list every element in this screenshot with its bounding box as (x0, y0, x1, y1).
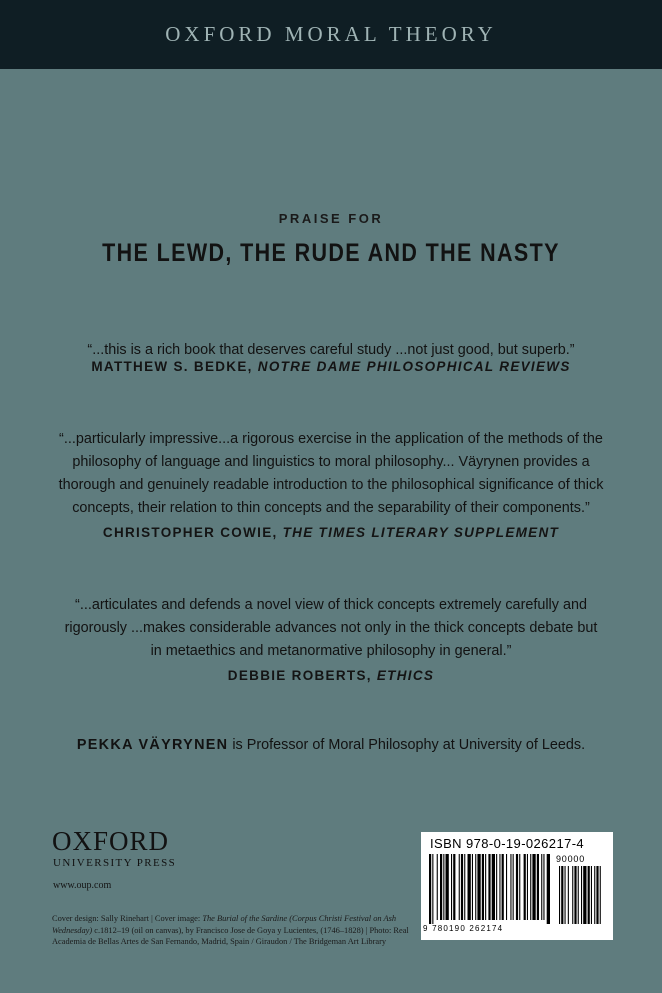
barcode-bar (446, 854, 449, 920)
barcode-addon-bar (578, 866, 579, 924)
barcode-bar (547, 854, 550, 924)
barcode-bar (541, 854, 542, 920)
barcode-bar (510, 854, 511, 920)
barcode-bar (451, 854, 452, 920)
author-bio (0, 737, 662, 753)
barcode-bar (537, 854, 539, 920)
attribution-3-source: ETHICS (376, 668, 435, 683)
attribution-1-name: MATTHEW S. BEDKE, (91, 359, 258, 374)
credits-painting-title: The Burial of the Sardine (Corpus Christi Festival on Ash Wednesday) (52, 914, 397, 935)
attribution-3 (0, 668, 662, 683)
barcode-bar (502, 854, 504, 920)
cover-credits (52, 913, 412, 948)
barcode-addon-bar (572, 866, 573, 924)
barcode-bar (485, 854, 486, 920)
barcode-addon-bar (581, 866, 582, 924)
barcode-addon-bar (594, 866, 595, 924)
series-title: OXFORD MORAL THEORY (165, 22, 497, 46)
attribution-1 (0, 359, 662, 374)
barcode-bars (429, 854, 605, 924)
university-press-label: UNIVERSITY PRESS (53, 857, 177, 869)
barcode-bar (437, 854, 438, 920)
credits-part-2: c.1812–19 (oil on canvas), by Francisco Jose de Goya y Lucientes, (1746–1828) | Photo: Real Academia de Bellas Artes de San Fernando, Madrid, Spain / Giraudon / The Bridgeman Art Library (52, 925, 409, 946)
header-band (0, 0, 662, 69)
barcode-bar (543, 854, 544, 920)
barcode-bar (429, 854, 431, 924)
quote-2: “...particularly impressive...a rigorous exercise in the application of the methods of the philosophy of language and linguistics to moral philosophy... Väyrynen provides a thorough and genuinely readable introduction to the philosophical significance of thick concepts, their relation to thin concepts and the separability of their components.” (58, 431, 604, 516)
barcode-bar (440, 854, 442, 920)
publisher-url: www.oup.com (53, 880, 112, 891)
barcode-digits: 9 780190 262174 (423, 924, 504, 933)
author-bio-text: is Professor of Moral Philosophy at University of Leeds. (228, 737, 586, 753)
barcode-bar (516, 854, 518, 920)
barcode-bar (488, 854, 490, 920)
barcode-addon-bar (574, 866, 576, 924)
barcode-bar (527, 854, 528, 920)
barcode-addon-bar (600, 866, 601, 924)
barcode-bar (432, 854, 433, 924)
barcode-bar (524, 854, 526, 920)
barcode-bar (496, 854, 497, 920)
barcode-bar (472, 854, 473, 920)
barcode-bar (468, 854, 471, 920)
attribution-2 (0, 525, 662, 540)
barcode-bar (443, 854, 444, 920)
attribution-1-source: NOTRE DAME PHILOSOPHICAL REVIEWS (257, 359, 571, 374)
barcode-bar (477, 854, 480, 920)
quote-3: “...articulates and defends a novel view of thick concepts extremely carefully and rigorously ...makes considerable advances not only in the thick concepts debate but in metaethics and metanormative philosophy in general.” (64, 597, 598, 659)
book-title: THE LEWD, THE RUDE AND THE NASTY (102, 239, 560, 267)
barcode-bar (499, 854, 500, 920)
barcode-bar (464, 854, 465, 920)
barcode-bar (459, 854, 460, 920)
barcode-bar (530, 854, 531, 920)
barcode-addon-digits: 90000 (556, 854, 586, 864)
barcode (421, 832, 613, 940)
barcode-bar (475, 854, 476, 920)
barcode-addon-bar (559, 866, 560, 924)
barcode-bar (532, 854, 535, 920)
barcode-addon-bar (565, 866, 566, 924)
barcode-bar (461, 854, 463, 920)
isbn-label: ISBN 978-0-19-026217-4 (430, 836, 585, 851)
attribution-2-source: THE TIMES LITERARY SUPPLEMENT (282, 525, 560, 540)
barcode-bar (506, 854, 507, 920)
barcode-addon-bar (583, 866, 586, 924)
barcode-addon-bar (588, 866, 590, 924)
barcode-addon-bar (568, 866, 569, 924)
attribution-3-name: DEBBIE ROBERTS, (227, 668, 377, 683)
praise-label: PRAISE FOR (278, 211, 384, 226)
oxford-logo: OXFORD (52, 826, 170, 856)
barcode-bar (453, 854, 455, 920)
barcode-bar (482, 854, 484, 920)
quote-1: “...this is a rich book that deserves careful study ...not just good, but superb.” (87, 342, 575, 358)
barcode-bar (492, 854, 495, 920)
barcode-bar (519, 854, 520, 920)
author-name: PEKKA VÄYRYNEN (76, 737, 229, 753)
attribution-2-name: CHRISTOPHER COWIE, (102, 525, 283, 540)
barcode-bar (513, 854, 514, 920)
barcode-addon-bar (561, 866, 563, 924)
credits-part-1: Cover design: Sally Rinehart | Cover image: (52, 914, 203, 923)
barcode-addon-bar (596, 866, 598, 924)
barcode-addon-bar (591, 866, 592, 924)
